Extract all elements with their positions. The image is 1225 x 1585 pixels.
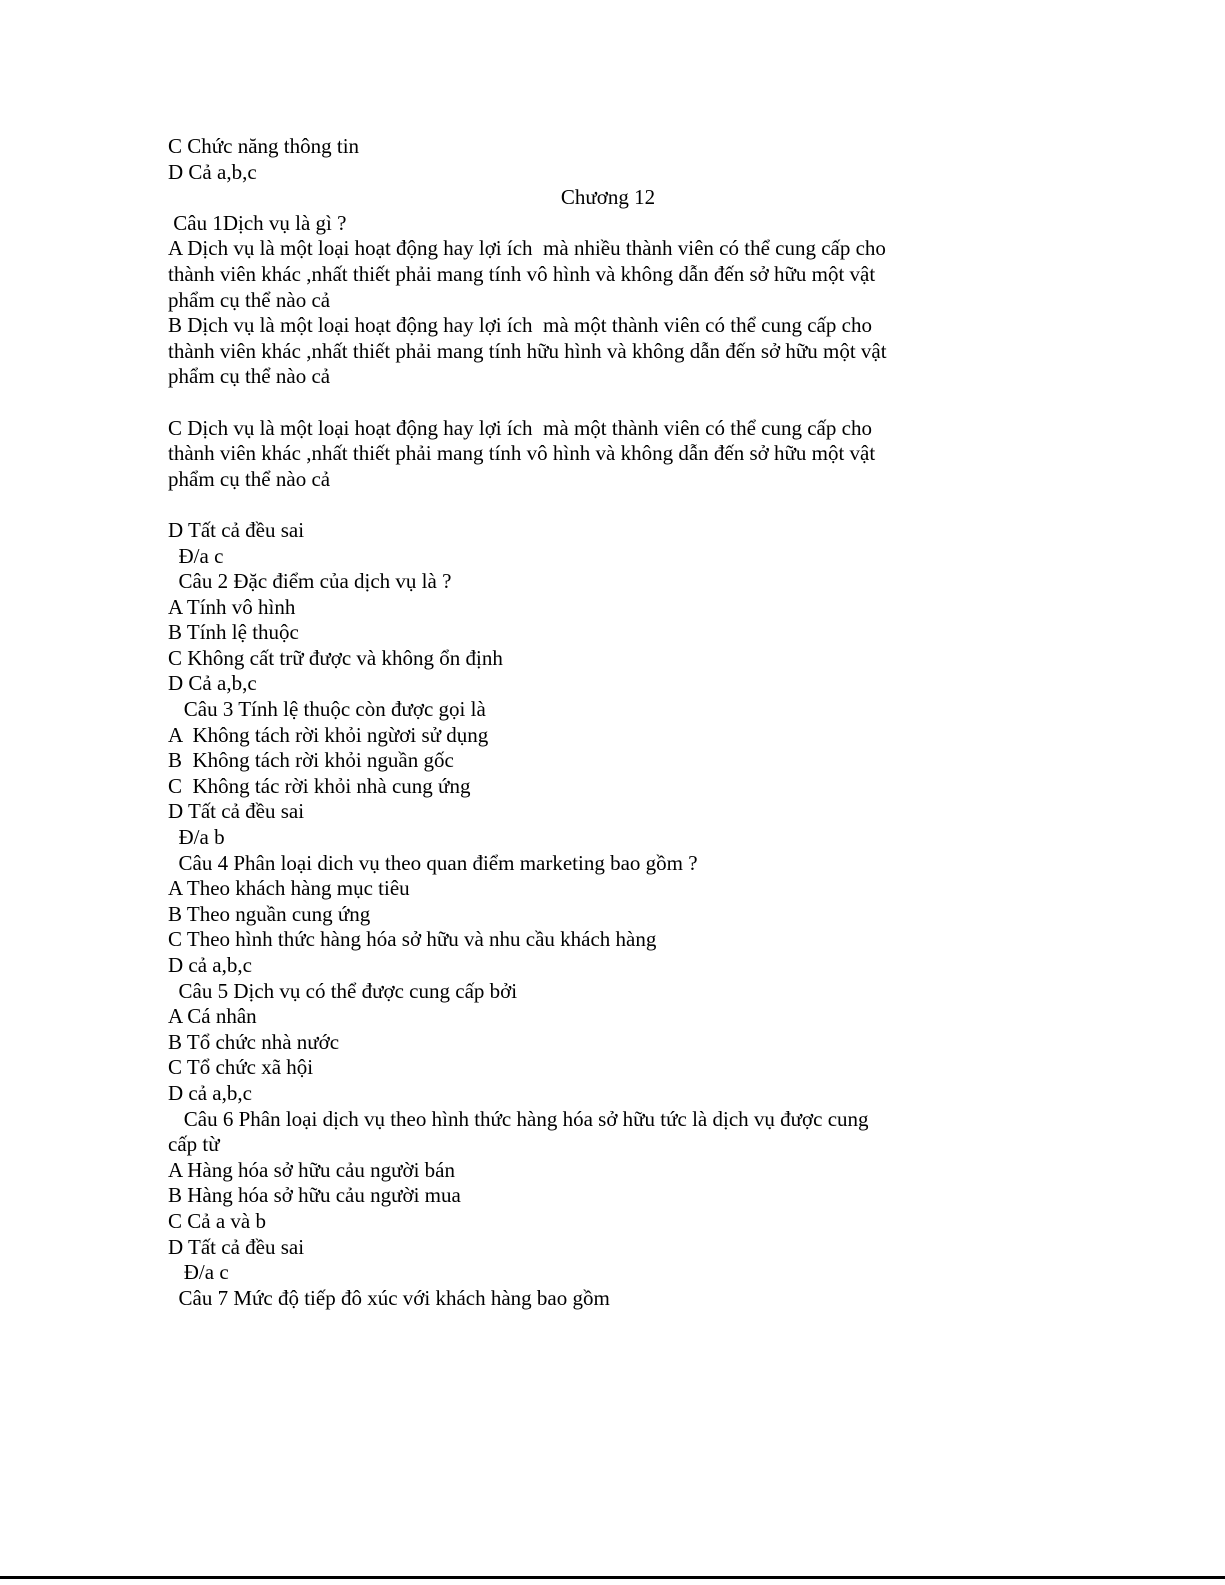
text-line: B Hàng hóa sở hữu cảu người mua xyxy=(168,1183,461,1208)
text-line: thành viên khác ,nhất thiết phải mang tính vô hình và không dẫn đến sở hữu một vật xyxy=(168,441,876,466)
text-line: B Tính lệ thuộc xyxy=(168,620,299,645)
question-line: Câu 6 Phân loại dịch vụ theo hình thức hàng hóa sở hữu tức là dịch vụ được cung xyxy=(168,1106,869,1131)
answer-line: Đ/a c xyxy=(168,543,224,568)
question-line: Câu 7 Mức độ tiếp đô xúc với khách hàng bao gồm xyxy=(168,1285,610,1310)
text-line: C Chức năng thông tin xyxy=(168,134,360,158)
text-line: A Dịch vụ là một loại hoạt động hay lợi ích mà nhiều thành viên có thể cung cấp cho xyxy=(168,236,886,261)
text-line: A Không tách rời khỏi ngừơi sử dụng xyxy=(168,722,489,747)
question-line: Câu 3 Tính lệ thuộc còn được gọi là xyxy=(168,697,486,722)
text-line: C Tổ chức xã hội xyxy=(168,1055,314,1080)
blank-line xyxy=(168,390,968,416)
text-line: A Tính vô hình xyxy=(168,594,296,619)
text-line: B Không tách rời khỏi nguần gốc xyxy=(168,748,454,773)
text-line: B Theo nguần cung ứng xyxy=(168,901,371,926)
text-line: A Hàng hóa sở hữu cảu người bán xyxy=(168,1157,456,1182)
text-line: C Không tác rời khỏi nhà cung ứng xyxy=(168,773,471,798)
blank-line xyxy=(168,492,968,518)
text-line: C Dịch vụ là một loại hoạt động hay lợi ích mà một thành viên có thể cung cấp cho xyxy=(168,415,872,440)
question-line: Câu 2 Đặc điểm của dịch vụ là ? xyxy=(168,569,452,594)
text-line: A Theo khách hàng mục tiêu xyxy=(168,876,410,901)
question-line: Câu 5 Dịch vụ có thể được cung cấp bởi xyxy=(168,978,518,1003)
text-line: C Theo hình thức hàng hóa sở hữu và nhu cầu khách hàng xyxy=(168,927,657,952)
text-line: phẩm cụ thể nào cả xyxy=(168,364,331,389)
text-line: C Không cất trữ được và không ổn định xyxy=(168,645,503,670)
answer-line: Đ/a c xyxy=(168,1260,229,1285)
question-line: Câu 4 Phân loại dich vụ theo quan điểm marketing bao gồm ? xyxy=(168,850,698,875)
text-line: D Tất cả đều sai xyxy=(168,517,305,542)
text-line: D cả a,b,c xyxy=(168,1080,252,1105)
text-line: D Cả a,b,c xyxy=(168,671,257,696)
text-line: A Cá nhân xyxy=(168,1004,257,1029)
text-line: D Cả a,b,c xyxy=(168,159,257,184)
chapter-heading: Chương 12 xyxy=(560,185,656,210)
text-line: cấp từ xyxy=(168,1132,220,1157)
text-line: C Cả a và b xyxy=(168,1208,266,1233)
question-line: Câu 1Dịch vụ là gì ? xyxy=(168,210,347,235)
text-line: D cả a,b,c xyxy=(168,953,252,977)
page-bottom-border xyxy=(0,1576,1225,1579)
text-line: B Tổ chức nhà nước xyxy=(168,1029,340,1054)
text-line: D Tất cả đều sai xyxy=(168,1234,305,1259)
text-line: phẩm cụ thể nào cả xyxy=(168,466,331,491)
document-body xyxy=(168,134,968,1311)
text-line: thành viên khác ,nhất thiết phải mang tính vô hình và không dẫn đến sở hữu một vật xyxy=(168,261,876,286)
text-line: phẩm cụ thể nào cả xyxy=(168,287,331,312)
text-line: D Tất cả đều sai xyxy=(168,799,305,824)
text-line: B Dịch vụ là một loại hoạt động hay lợi ích mà một thành viên có thể cung cấp cho xyxy=(168,313,872,338)
answer-line: Đ/a b xyxy=(168,825,225,850)
text-line: thành viên khác ,nhất thiết phải mang tính hữu hình và không dẫn đến sở hữu một vật xyxy=(168,338,887,363)
